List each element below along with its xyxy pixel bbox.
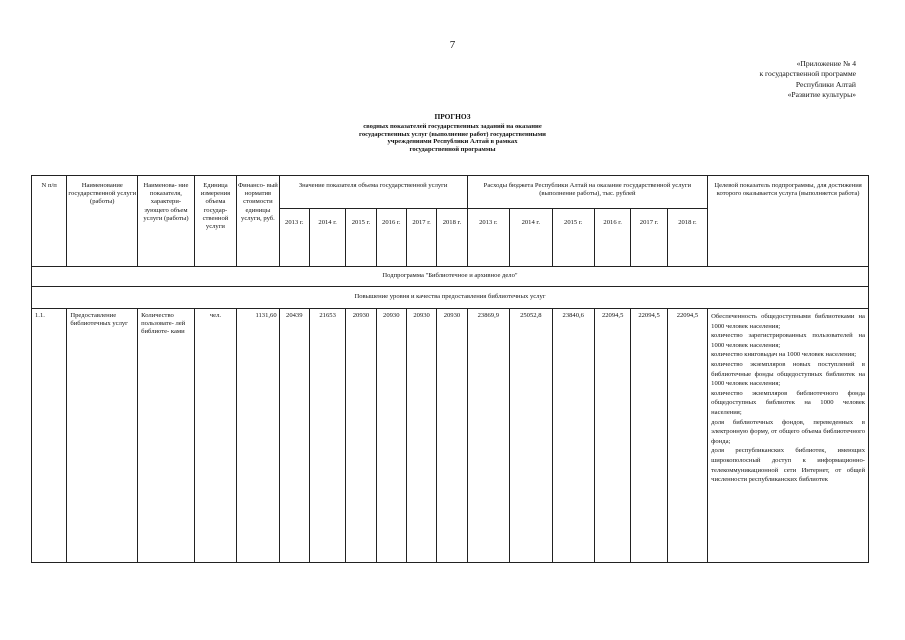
document-title: [200, 113, 705, 154]
row-budget: 22094,5: [667, 309, 707, 563]
header-norm: Финансо- вый норматив стоимости единицы услуги, руб.: [237, 176, 279, 267]
title-line-4: государственной программы: [409, 146, 496, 154]
task-row: Повышение уровня и качества предоставления библиотечных услуг: [32, 287, 869, 309]
forecast-table: [31, 175, 869, 563]
volume-year: 2015 г.: [346, 209, 376, 267]
title-line-2: государственных услуг (выполнение работ) государственными: [359, 130, 546, 138]
header-unit: Единица измерения объема государ- ственной услуги: [194, 176, 236, 267]
header-budget-group: Расходы бюджета Республики Алтай на оказание государственной услуги (выполнение работы), тыс. рублей: [467, 176, 708, 209]
budget-year: 2014 г.: [510, 209, 552, 267]
row-norm: 1131,60: [237, 309, 279, 563]
title-heading: ПРОГНОЗ: [434, 112, 471, 121]
row-volume: 20930: [406, 309, 436, 563]
title-line-1: сводных показателей государственных заданий на оказание: [363, 122, 542, 130]
target-indicator: количество экземпляров библиотечного фонда общедоступных библиотек на 1000 человек населения;: [711, 389, 865, 416]
target-indicator: Обеспеченность общедоступными библиотеками на 1000 человек населения;: [711, 313, 865, 330]
budget-year: 2018 г.: [667, 209, 707, 267]
row-indicator: Количество пользовате- лей библиоте- ками: [138, 309, 195, 563]
row-budget: 23869,9: [467, 309, 509, 563]
header-num: N п/п: [32, 176, 67, 267]
volume-year: 2016 г.: [376, 209, 406, 267]
volume-year: 2014 г.: [309, 209, 345, 267]
row-volume: 21653: [309, 309, 345, 563]
header-indicator: Наименова- ние показателя, характери- зующего объем услуги (работы): [138, 176, 195, 267]
row-budget: 23840,6: [552, 309, 594, 563]
target-indicator: количество книговыдач на 1000 человек населения;: [711, 351, 857, 359]
row-volume: 20930: [376, 309, 406, 563]
annex-line-2: к государственной программе: [759, 69, 856, 79]
row-targets: [708, 309, 869, 563]
row-volume: 20439: [279, 309, 309, 563]
table-row: [32, 309, 869, 563]
page-number: 7: [449, 39, 456, 51]
budget-year: 2013 г.: [467, 209, 509, 267]
budget-year: 2016 г.: [594, 209, 630, 267]
target-indicator: доля республиканских библиотек, имеющих широкополосный доступ к информационно-телекоммуникационной сети Интернет, от общей численности республиканских библиотек: [711, 447, 865, 484]
header-service: Наименование государственной услуги (работы): [67, 176, 138, 267]
budget-year: 2017 г.: [631, 209, 667, 267]
title-line-3: учреждениями Республики Алтай в рамках: [387, 138, 518, 146]
annex-line-1: «Приложение № 4: [796, 59, 856, 68]
volume-year: 2013 г.: [279, 209, 309, 267]
row-num: 1.1.: [32, 309, 67, 563]
header-target: Целевой показатель подпрограммы, для достижения которого оказывается услуга (выполняется работа): [708, 176, 869, 267]
subprogram-row: Подпрограмма "Библиотечное и архивное дело": [32, 267, 869, 287]
target-indicator: доля библиотечных фондов, переведенных в электронную форму, от общего объема библиотечного фонда;: [711, 418, 865, 445]
row-service: Предоставление библиотечных услуг: [67, 309, 138, 563]
row-volume: 20930: [437, 309, 467, 563]
annex-line-3: Республики Алтай: [795, 79, 856, 89]
row-budget: 22094,5: [594, 309, 630, 563]
header-volume-group: Значение показателя объема государственной услуги: [279, 176, 467, 209]
row-budget: 25052,8: [510, 309, 552, 563]
row-volume: 20930: [346, 309, 376, 563]
row-unit: чел.: [194, 309, 236, 563]
annex-line-4: «Развитие культуры»: [787, 90, 856, 100]
volume-year: 2018 г.: [437, 209, 467, 267]
row-budget: 22094,5: [631, 309, 667, 563]
volume-year: 2017 г.: [406, 209, 436, 267]
target-indicator: количество зарегистрированных пользователей на 1000 человек населения;: [711, 332, 865, 349]
target-indicator: количество экземпляров новых поступлений в библиотечные фонды общедоступных библиотек на 1000 человек населения;: [711, 360, 865, 388]
budget-year: 2015 г.: [552, 209, 594, 267]
annex-reference: [656, 59, 856, 101]
